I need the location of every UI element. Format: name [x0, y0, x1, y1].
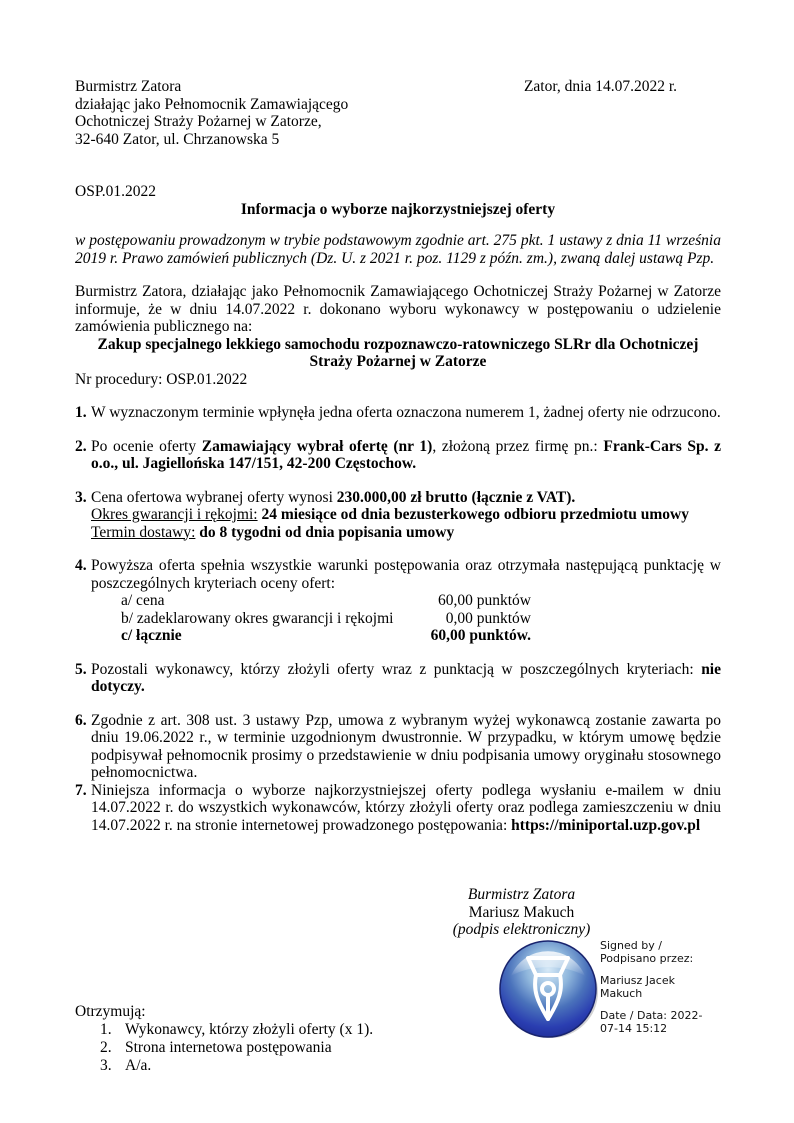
score-label: b/ zadeklarowany okres gwarancji i rękojmi — [121, 609, 394, 627]
signature-stamp-text — [600, 940, 718, 1045]
item-text: Po ocenie oferty Zamawiający wybrał ofertę (nr 1), złożoną przez firmę pn.: Frank-Cars Sp. z o.o., ul. Jagiellońska 147/151, 42-200 Częstochow. — [91, 437, 721, 472]
score-value: 60,00 punktów — [438, 592, 531, 609]
intro-paragraph: Burmistrz Zatora, działając jako Pełnomocnik Zamawiającego Ochotniczej Straży Pożarnej w Zatorze informuje, że w dniu 14.07.2022 r. dokonano wyboru wykonawcy w postępowaniu o udzielenie zamówienia publicznego na: — [75, 283, 721, 335]
item-3 — [75, 489, 721, 542]
distribution-number: 1. — [100, 1021, 112, 1038]
item-4 — [75, 557, 721, 645]
distribution-item — [75, 1057, 475, 1075]
distribution-text: Strona internetowa postępowania — [125, 1039, 332, 1056]
item-1 — [75, 404, 721, 422]
signature-note: (podpis elektroniczny) — [452, 921, 591, 938]
sender-line: Ochotniczej Straży Pożarnej w Zatorze, — [75, 113, 322, 130]
distribution-label: Otrzymują: — [75, 1003, 146, 1020]
signer-role: Burmistrz Zatora — [467, 886, 576, 903]
distribution-number: 2. — [100, 1039, 112, 1056]
sender-line: Burmistrz Zatora — [75, 78, 182, 95]
item-7 — [75, 782, 721, 835]
numbered-items — [75, 404, 721, 834]
signed-by-label: Signed by / Podpisano przez: — [600, 939, 694, 965]
signature-block — [424, 886, 619, 939]
score-label: c/ łącznie — [121, 627, 182, 644]
legal-basis-paragraph: w postępowaniu prowadzonym w trybie podstawowym zgodnie art. 275 pkt. 1 ustawy z dnia 11 września 2019 r. Prawo zamówień publicznych (Dz. U. z 2021 r. poz. 1129 z późn. zm.), zwaną dalej ustawą Pzp. — [75, 232, 721, 267]
item-text: Zgodnie z art. 308 ust. 3 ustawy Pzp, umowa z wybranym wyżej wykonawcą zostanie zawarta po dniu 19.06.2022 r., w terminie uzgodnionym dwustronnie. W przypadku, w którym umowę będzie podpisywał pełnomocnik prosimy o przedstawienie w dniu podpisania umowy oryginału stosownego pełnomocnictwa. — [91, 711, 721, 781]
score-value: 0,00 punktów — [445, 609, 531, 627]
score-value: 60,00 punktów. — [430, 627, 531, 644]
distribution-item — [75, 1039, 475, 1057]
item-number: 4. — [75, 557, 87, 574]
stamp-signer-name: Mariusz Jacek Makuch — [600, 974, 675, 1000]
item-text: Niniejsza informacja o wyborze najkorzystniejszej oferty podlega wysłaniu e-mailem w dniu 14.07.2022 r. do wszystkich wykonawców, którzy złożyli oferty oraz podlega zamieszczeniu w dniu 14.07.2022 r. na stronie internetowej prowadzonego postępowania: https://miniportal.uzp.gov.pl — [91, 781, 721, 834]
offer-price-line: Cena ofertowa wybranej oferty wynosi 230.000,00 zł brutto (łącznie z VAT). — [91, 488, 576, 506]
item-text: Pozostali wykonawcy, którzy złożyli oferty wraz z punktacją w poszczególnych kryteriach: nie dotyczy. — [91, 660, 721, 695]
procurement-subject: Zakup specjalnego lekkiego samochodu rozpoznawczo-ratowniczego SLRr dla Ochotniczej Straży Pożarnej w Zatorze — [97, 335, 699, 370]
score-row-price — [91, 592, 721, 610]
score-label: a/ cena — [121, 592, 165, 609]
item-number: 2. — [75, 437, 87, 455]
place-and-date: Zator, dnia 14.07.2022 r. — [523, 78, 677, 95]
case-number: OSP.01.2022 — [75, 183, 156, 200]
distribution-text: Wykonawcy, którzy złożyli oferty (x 1). — [125, 1021, 374, 1038]
item-number: 1. — [75, 404, 87, 421]
item-6 — [75, 712, 721, 782]
page-title: Informacja o wyborze najkorzystniejszej oferty — [240, 200, 556, 218]
pen-nib-icon — [497, 938, 599, 1040]
item-5 — [75, 661, 721, 696]
item-text: Powyższa oferta spełnia wszystkie warunki postępowania oraz otrzymała następującą punktację w poszczególnych kryteriach oceny ofert: — [91, 557, 721, 592]
item-number: 7. — [75, 781, 87, 799]
distribution-item — [75, 1021, 475, 1039]
procedure-number: Nr procedury: OSP.01.2022 — [75, 370, 248, 388]
score-row-total — [91, 627, 721, 645]
warranty-line: Okres gwarancji i rękojmi: 24 miesiące od dnia bezusterkowego odbioru przedmiotu umowy — [91, 506, 689, 523]
stamp-date: Date / Data: 2022-07-14 15:12 — [600, 1009, 703, 1035]
item-number: 6. — [75, 711, 87, 729]
item-number: 5. — [75, 660, 87, 678]
distribution-list — [75, 1003, 475, 1075]
sender-line: działając jako Pełnomocnik Zamawiającego — [75, 95, 349, 113]
score-row-warranty — [91, 610, 721, 628]
distribution-text: A/a. — [125, 1057, 152, 1074]
delivery-term-line: Termin dostawy: do 8 tygodni od dnia popisania umowy — [91, 523, 455, 541]
item-text: W wyznaczonym terminie wpłynęła jedna oferta oznaczona numerem 1, żadnej oferty nie odrzucono. — [91, 404, 721, 421]
distribution-number: 3. — [100, 1057, 112, 1074]
sender-line: 32-640 Zator, ul. Chrzanowska 5 — [75, 130, 280, 148]
item-number: 3. — [75, 488, 87, 506]
item-2 — [75, 438, 721, 473]
signer-name: Mariusz Makuch — [468, 903, 575, 921]
letter-header — [75, 78, 721, 148]
document-body — [75, 78, 721, 834]
